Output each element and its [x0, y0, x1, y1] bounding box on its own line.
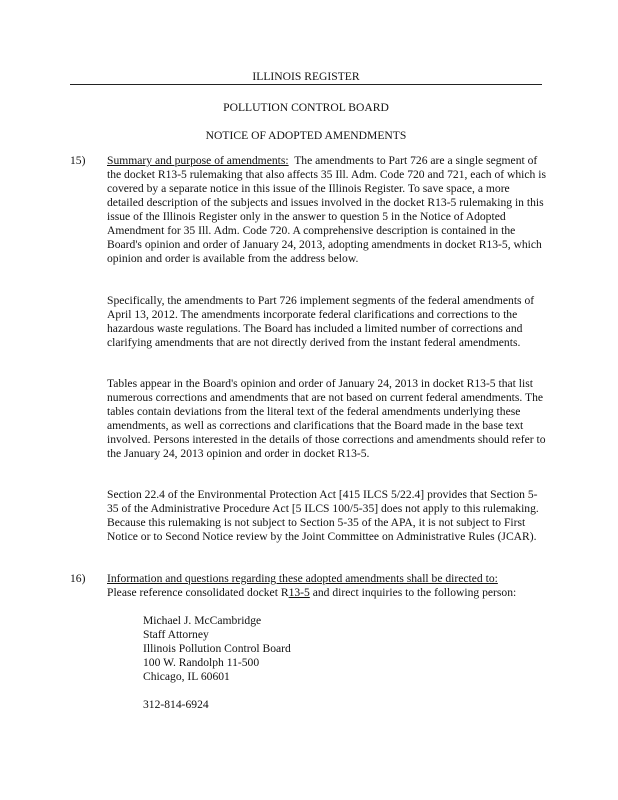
contact-phone: 312-814-6924 [143, 698, 209, 711]
contact-title: Staff Attorney [143, 628, 209, 641]
item-15-para1: The amendments to Part 726 are a single segment of the docket R13-5 rulemaking that also affects 35 Ill. Adm. Code 720 and 721, each of which is covered by a separate notice in this issue of the Illinois Register. To save space, a more detailed description of the subjects and issues involved in the docket R13-5 rulemaking in this issue of the Illinois Register only in the answer to question 5 in the Notice of Adopted Amendment for 35 Ill. Adm. Code 720. A comprehensive description is contained in the Board's opinion and order of January 24, 2013, adopting amendments in docket R13-5, which opinion and order is available from the address below. [107, 154, 546, 265]
item-16-reference [107, 586, 567, 600]
item-15-summary [107, 154, 549, 266]
item-15-para3: Tables appear in the Board's opinion and order of January 24, 2013 in docket R13-5 that list numerous corrections and amendments that are not based on current federal amendments. The tables contain deviations from the literal text of the federal amendments underlying these amendments, as well as corrections and clarifications that the Board made in the base text involved. Persons interested in the details of those corrections and amendments should refer to the January 24, 2013 opinion and order in docket R13-5. [107, 377, 546, 460]
contact-street: 100 W. Randolph 11-500 [143, 656, 260, 669]
header-rule [70, 84, 542, 85]
item-16-heading-text: Information and questions regarding these adopted amendments shall be directed to: [107, 572, 498, 585]
item-15-para4: Section 22.4 of the Environmental Protection Act [415 ILCS 5/22.4] provides that Section 5-35 of the Administrative Procedure Act [5 ILCS 100/5-35] does not apply to this rulemaking. Because this rulemaking is not subject to Section 5-35 of the APA, it is not subject to First Notice or to Second Notice review by the Joint Committee on Administrative Rules (JCAR). [107, 488, 539, 543]
item-16-number: 16) [70, 572, 86, 585]
contact-org: Illinois Pollution Control Board [143, 642, 291, 655]
item-15-para2: Specifically, the amendments to Part 726 implement segments of the federal amendments of April 13, 2012. The amendments incorporate federal clarifications and corrections to the hazardous waste regulations. The Board has included a limited number of corrections and clarifying amendments that are not directly derived from the instant federal amendments. [107, 294, 535, 349]
item-16-heading [107, 572, 567, 586]
reference-text-end: and direct inquiries to the following person: [309, 586, 517, 599]
agency-title: POLLUTION CONTROL BOARD [223, 101, 389, 114]
contact-name: Michael J. McCambridge [143, 614, 262, 627]
contact-city: Chicago, IL 60601 [143, 670, 230, 683]
notice-title: NOTICE OF ADOPTED AMENDMENTS [205, 129, 407, 142]
docket-number: 13-5 [288, 586, 310, 599]
reference-text: Please reference consolidated docket R [107, 586, 289, 599]
register-header: ILLINOIS REGISTER [252, 70, 360, 83]
item-15-heading: Summary and purpose of amendments: [107, 154, 289, 167]
item-15-number: 15) [70, 154, 86, 167]
contact-block [143, 614, 443, 712]
